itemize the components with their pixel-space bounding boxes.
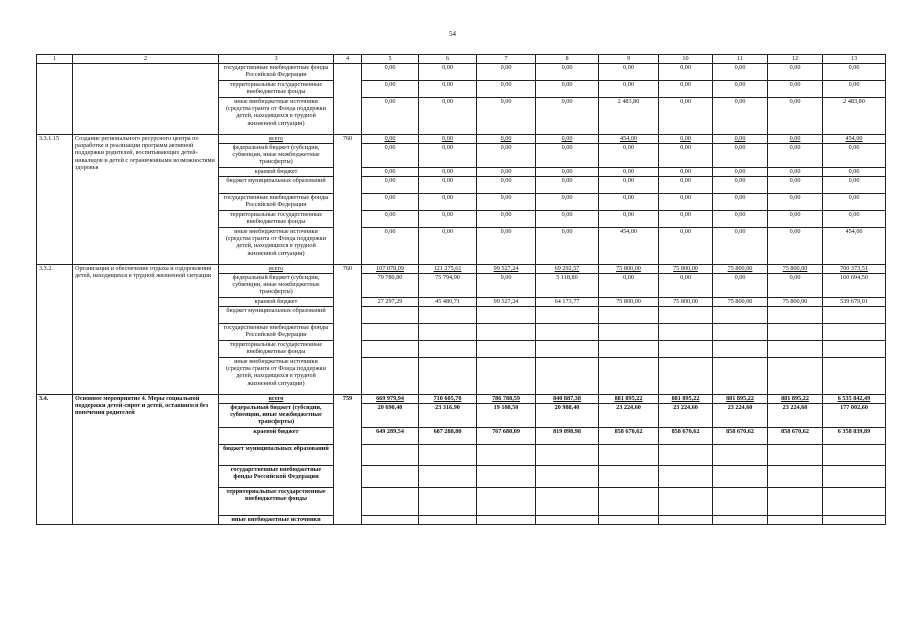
value-cell bbox=[768, 466, 823, 488]
value-cell: 20 690,40 bbox=[362, 404, 419, 428]
value-cell: 0,00 bbox=[823, 194, 886, 211]
value-cell bbox=[419, 488, 477, 516]
value-cell: 99 527,24 bbox=[477, 298, 536, 307]
header-cell: 2 bbox=[73, 55, 219, 64]
value-cell bbox=[477, 307, 536, 324]
header-row bbox=[37, 55, 886, 64]
funding-source: государственные внебюджетные фонды Российской Федерации bbox=[219, 194, 334, 211]
funding-source: территориальные государственные внебюджетные фонды bbox=[219, 488, 334, 516]
header-cell: 12 bbox=[768, 55, 823, 64]
value-cell bbox=[419, 341, 477, 358]
value-cell: 454,00 bbox=[599, 135, 659, 144]
value-cell bbox=[419, 324, 477, 341]
value-cell: 23 224,60 bbox=[599, 404, 659, 428]
value-cell bbox=[599, 324, 659, 341]
item-code: 759 bbox=[334, 395, 362, 525]
value-cell: 0,00 bbox=[419, 177, 477, 194]
value-cell bbox=[362, 324, 419, 341]
page-number: 54 bbox=[449, 30, 456, 38]
value-cell bbox=[659, 488, 713, 516]
value-cell: 45 480,71 bbox=[419, 298, 477, 307]
value-cell: 2 483,80 bbox=[823, 98, 886, 135]
item-name: Организация и обеспечение отдыха и оздоровления детей, находящихся в трудной жизненной ситуации bbox=[73, 265, 219, 395]
value-cell: 0,00 bbox=[477, 211, 536, 228]
value-cell: 0,00 bbox=[713, 81, 768, 98]
funding-source: федеральный бюджет (субсидии, субвенции, иные межбюджетные трансферты) bbox=[219, 404, 334, 428]
value-cell: 0,00 bbox=[419, 228, 477, 265]
item-id: 3.3.1.15 bbox=[37, 135, 73, 265]
value-cell bbox=[536, 488, 599, 516]
value-cell: 0,00 bbox=[768, 98, 823, 135]
value-cell: 0,00 bbox=[768, 135, 823, 144]
funding-source: территориальные государственные внебюджетные фонды bbox=[219, 341, 334, 358]
value-cell bbox=[713, 358, 768, 395]
value-cell: 881 895,22 bbox=[713, 395, 768, 404]
value-cell: 0,00 bbox=[362, 168, 419, 177]
value-cell: 0,00 bbox=[768, 64, 823, 81]
value-cell: 0,00 bbox=[362, 144, 419, 168]
value-cell bbox=[362, 466, 419, 488]
value-cell bbox=[823, 358, 886, 395]
value-cell: 0,00 bbox=[768, 168, 823, 177]
value-cell bbox=[536, 445, 599, 466]
value-cell: 0,00 bbox=[477, 274, 536, 298]
value-cell: 0,00 bbox=[477, 135, 536, 144]
header-cell: 8 bbox=[536, 55, 599, 64]
funding-source: всего bbox=[219, 395, 334, 404]
funding-source: бюджет муниципальных образований bbox=[219, 307, 334, 324]
value-cell bbox=[362, 358, 419, 395]
item-code-cell bbox=[334, 64, 362, 135]
value-cell: 0,00 bbox=[362, 177, 419, 194]
value-cell: 858 670,62 bbox=[713, 428, 768, 445]
value-cell: 79 780,80 bbox=[362, 274, 419, 298]
item-id-cell bbox=[37, 64, 73, 135]
value-cell: 121 275,61 bbox=[419, 265, 477, 274]
value-cell bbox=[713, 445, 768, 466]
value-cell bbox=[713, 341, 768, 358]
value-cell bbox=[599, 341, 659, 358]
value-cell: 64 173,77 bbox=[536, 298, 599, 307]
value-cell: 0,00 bbox=[362, 194, 419, 211]
value-cell: 710 605,70 bbox=[419, 395, 477, 404]
value-cell: 819 898,98 bbox=[536, 428, 599, 445]
value-cell: 0,00 bbox=[536, 135, 599, 144]
funding-source: территориальные государственные внебюджетные фонды bbox=[219, 81, 334, 98]
value-cell: 75 800,00 bbox=[713, 265, 768, 274]
value-cell: 0,00 bbox=[419, 64, 477, 81]
value-cell: 0,00 bbox=[599, 64, 659, 81]
value-cell: 0,00 bbox=[713, 135, 768, 144]
value-cell: 160 694,50 bbox=[823, 274, 886, 298]
value-cell: 0,00 bbox=[419, 81, 477, 98]
value-cell: 0,00 bbox=[419, 211, 477, 228]
value-cell bbox=[768, 516, 823, 525]
value-cell: 23 316,90 bbox=[419, 404, 477, 428]
value-cell bbox=[713, 324, 768, 341]
value-cell: 0,00 bbox=[362, 211, 419, 228]
value-cell: 0,00 bbox=[599, 177, 659, 194]
value-cell: 99 527,24 bbox=[477, 265, 536, 274]
value-cell bbox=[659, 307, 713, 324]
value-cell: 0,00 bbox=[713, 64, 768, 81]
value-cell bbox=[599, 516, 659, 525]
item-name: Создание регионального ресурсного центра по разработке и реализации программ активной поддержки родителей, воспитывающих детей-инвалидов и детей с ограниченными возможностями здоровья bbox=[73, 135, 219, 265]
funding-source: территориальные государственные внебюджетные фонды bbox=[219, 211, 334, 228]
value-cell: 0,00 bbox=[768, 211, 823, 228]
value-cell: 649 289,54 bbox=[362, 428, 419, 445]
value-cell bbox=[659, 324, 713, 341]
value-cell bbox=[477, 516, 536, 525]
value-cell: 0,00 bbox=[362, 135, 419, 144]
value-cell bbox=[713, 488, 768, 516]
value-cell bbox=[659, 341, 713, 358]
funding-source: иные внебюджетные источники (средства гранта от Фонда поддержки детей, находящихся в трудной жизненной ситуации) bbox=[219, 228, 334, 265]
value-cell: 75 800,00 bbox=[659, 298, 713, 307]
header-cell: 6 bbox=[419, 55, 477, 64]
value-cell: 75 800,00 bbox=[599, 265, 659, 274]
value-cell: 0,00 bbox=[659, 98, 713, 135]
table-row bbox=[37, 395, 886, 404]
value-cell: 0,00 bbox=[419, 194, 477, 211]
table-row bbox=[37, 64, 886, 81]
value-cell: 107 078,09 bbox=[362, 265, 419, 274]
value-cell: 0,00 bbox=[659, 81, 713, 98]
value-cell: 0,00 bbox=[536, 228, 599, 265]
header-cell: 10 bbox=[659, 55, 713, 64]
value-cell: 687 288,80 bbox=[419, 428, 477, 445]
value-cell: 0,00 bbox=[823, 144, 886, 168]
funding-source: государственные внебюджетные фонды Российской Федерации bbox=[219, 466, 334, 488]
value-cell: 0,00 bbox=[659, 211, 713, 228]
item-id: 3.4. bbox=[37, 395, 73, 525]
value-cell: 454,00 bbox=[599, 228, 659, 265]
value-cell: 75 800,00 bbox=[768, 265, 823, 274]
item-code: 760 bbox=[334, 135, 362, 265]
value-cell bbox=[536, 516, 599, 525]
value-cell: 0,00 bbox=[536, 177, 599, 194]
value-cell: 0,00 bbox=[768, 228, 823, 265]
header-cell: 9 bbox=[599, 55, 659, 64]
value-cell: 881 895,22 bbox=[768, 395, 823, 404]
funding-source: краевой бюджет bbox=[219, 298, 334, 307]
funding-source: иные внебюджетные источники (средства гранта от Фонда поддержки детей, находящихся в трудной жизненной ситуации) bbox=[219, 98, 334, 135]
value-cell: 23 224,60 bbox=[659, 404, 713, 428]
value-cell: 0,00 bbox=[713, 98, 768, 135]
value-cell: 0,00 bbox=[477, 194, 536, 211]
value-cell: 858 670,62 bbox=[599, 428, 659, 445]
value-cell: 0,00 bbox=[713, 274, 768, 298]
header-cell: 7 bbox=[477, 55, 536, 64]
value-cell: 0,00 bbox=[713, 228, 768, 265]
value-cell bbox=[477, 324, 536, 341]
value-cell: 0,00 bbox=[823, 168, 886, 177]
value-cell bbox=[599, 488, 659, 516]
value-cell: 0,00 bbox=[477, 98, 536, 135]
value-cell: 881 895,22 bbox=[659, 395, 713, 404]
header-cell: 1 bbox=[37, 55, 73, 64]
value-cell: 0,00 bbox=[362, 81, 419, 98]
funding-source: всего bbox=[219, 135, 334, 144]
funding-source: всего bbox=[219, 265, 334, 274]
value-cell: 75 800,00 bbox=[768, 298, 823, 307]
value-cell: 0,00 bbox=[419, 135, 477, 144]
value-cell: 0,00 bbox=[659, 135, 713, 144]
value-cell bbox=[599, 358, 659, 395]
value-cell: 0,00 bbox=[599, 81, 659, 98]
value-cell: 0,00 bbox=[768, 81, 823, 98]
value-cell: 858 670,62 bbox=[659, 428, 713, 445]
value-cell: 0,00 bbox=[419, 98, 477, 135]
value-cell: 0,00 bbox=[823, 81, 886, 98]
header-cell: 13 bbox=[823, 55, 886, 64]
value-cell bbox=[477, 445, 536, 466]
value-cell: 0,00 bbox=[659, 168, 713, 177]
value-cell: 0,00 bbox=[536, 144, 599, 168]
value-cell bbox=[477, 488, 536, 516]
value-cell: 0,00 bbox=[659, 144, 713, 168]
value-cell: 75 800,00 bbox=[713, 298, 768, 307]
value-cell bbox=[362, 307, 419, 324]
funding-source: федеральный бюджет (субсидии, субвенции, иные межбюджетные трансферты) bbox=[219, 274, 334, 298]
value-cell bbox=[713, 466, 768, 488]
header-cell: 11 bbox=[713, 55, 768, 64]
value-cell: 767 680,09 bbox=[477, 428, 536, 445]
item-name-cell bbox=[73, 64, 219, 135]
header-cell: 4 bbox=[334, 55, 362, 64]
value-cell: 0,00 bbox=[659, 64, 713, 81]
header-cell: 5 bbox=[362, 55, 419, 64]
value-cell: 0,00 bbox=[768, 177, 823, 194]
value-cell bbox=[659, 445, 713, 466]
value-cell bbox=[477, 341, 536, 358]
value-cell: 5 118,80 bbox=[536, 274, 599, 298]
value-cell: 0,00 bbox=[823, 211, 886, 228]
value-cell bbox=[419, 445, 477, 466]
value-cell bbox=[362, 516, 419, 525]
funding-source: иные внебюджетные источники (средства гранта от Фонда поддержки детей, находящихся в трудной жизненной ситуации) bbox=[219, 358, 334, 395]
header-cell: 3 bbox=[219, 55, 334, 64]
value-cell: 0,00 bbox=[362, 98, 419, 135]
value-cell: 6 358 839,89 bbox=[823, 428, 886, 445]
value-cell: 454,00 bbox=[823, 228, 886, 265]
value-cell: 0,00 bbox=[477, 168, 536, 177]
value-cell: 858 670,62 bbox=[768, 428, 823, 445]
value-cell: 840 887,38 bbox=[536, 395, 599, 404]
item-name: Основное мероприятие 4. Меры социальной поддержки детей-сирот и детей, оставшихся без попечения родителей bbox=[73, 395, 219, 525]
value-cell: 0,00 bbox=[659, 194, 713, 211]
value-cell bbox=[823, 516, 886, 525]
value-cell bbox=[536, 324, 599, 341]
budget-table bbox=[36, 54, 886, 525]
value-cell bbox=[536, 341, 599, 358]
value-cell: 0,00 bbox=[536, 194, 599, 211]
value-cell: 75 794,90 bbox=[419, 274, 477, 298]
value-cell: 0,00 bbox=[713, 194, 768, 211]
value-cell: 0,00 bbox=[823, 64, 886, 81]
value-cell: 539 679,01 bbox=[823, 298, 886, 307]
value-cell: 0,00 bbox=[419, 168, 477, 177]
value-cell bbox=[362, 445, 419, 466]
value-cell: 0,00 bbox=[536, 168, 599, 177]
value-cell bbox=[536, 466, 599, 488]
value-cell: 0,00 bbox=[419, 144, 477, 168]
funding-source: государственные внебюджетные фонды Российской Федерации bbox=[219, 64, 334, 81]
value-cell: 0,00 bbox=[599, 194, 659, 211]
funding-source: иные внебюджетные источники bbox=[219, 516, 334, 525]
value-cell: 23 224,60 bbox=[713, 404, 768, 428]
value-cell: 0,00 bbox=[768, 274, 823, 298]
value-cell: 19 108,50 bbox=[477, 404, 536, 428]
value-cell: 881 895,22 bbox=[599, 395, 659, 404]
value-cell bbox=[768, 307, 823, 324]
value-cell bbox=[823, 445, 886, 466]
value-cell: 0,00 bbox=[536, 81, 599, 98]
table-row bbox=[37, 265, 886, 274]
table-row bbox=[37, 135, 886, 144]
value-cell bbox=[419, 466, 477, 488]
value-cell bbox=[477, 466, 536, 488]
value-cell bbox=[419, 358, 477, 395]
value-cell: 0,00 bbox=[599, 144, 659, 168]
funding-source: государственные внебюджетные фонды Российской Федерации bbox=[219, 324, 334, 341]
value-cell: 177 002,60 bbox=[823, 404, 886, 428]
value-cell: 23 224,60 bbox=[768, 404, 823, 428]
funding-source: краевой бюджет bbox=[219, 428, 334, 445]
value-cell: 786 788,59 bbox=[477, 395, 536, 404]
value-cell: 0,00 bbox=[659, 228, 713, 265]
value-cell: 0,00 bbox=[768, 194, 823, 211]
value-cell bbox=[659, 358, 713, 395]
value-cell: 0,00 bbox=[659, 274, 713, 298]
value-cell: 0,00 bbox=[477, 228, 536, 265]
value-cell bbox=[362, 488, 419, 516]
value-cell: 0,00 bbox=[477, 81, 536, 98]
value-cell bbox=[768, 358, 823, 395]
value-cell: 2 483,80 bbox=[599, 98, 659, 135]
value-cell: 0,00 bbox=[536, 64, 599, 81]
value-cell bbox=[823, 324, 886, 341]
value-cell bbox=[823, 341, 886, 358]
value-cell bbox=[823, 488, 886, 516]
value-cell: 700 373,51 bbox=[823, 265, 886, 274]
value-cell: 75 800,00 bbox=[659, 265, 713, 274]
value-cell: 27 297,29 bbox=[362, 298, 419, 307]
value-cell bbox=[768, 445, 823, 466]
value-cell: 0,00 bbox=[362, 228, 419, 265]
value-cell bbox=[536, 307, 599, 324]
value-cell bbox=[768, 341, 823, 358]
value-cell bbox=[713, 307, 768, 324]
value-cell bbox=[823, 307, 886, 324]
value-cell: 0,00 bbox=[713, 211, 768, 228]
value-cell: 6 535 842,49 bbox=[823, 395, 886, 404]
value-cell: 0,00 bbox=[713, 177, 768, 194]
value-cell bbox=[477, 358, 536, 395]
funding-source: бюджет муниципальных образований bbox=[219, 177, 334, 194]
value-cell bbox=[536, 358, 599, 395]
funding-source: бюджет муниципальных образований bbox=[219, 445, 334, 466]
value-cell: 0,00 bbox=[362, 64, 419, 81]
value-cell bbox=[768, 488, 823, 516]
value-cell: 0,00 bbox=[599, 168, 659, 177]
value-cell: 0,00 bbox=[599, 274, 659, 298]
value-cell: 0,00 bbox=[477, 144, 536, 168]
value-cell: 75 800,00 bbox=[599, 298, 659, 307]
item-id: 3.3.2. bbox=[37, 265, 73, 395]
item-code: 760 bbox=[334, 265, 362, 395]
value-cell bbox=[362, 341, 419, 358]
value-cell: 0,00 bbox=[823, 177, 886, 194]
value-cell bbox=[419, 307, 477, 324]
value-cell bbox=[599, 307, 659, 324]
value-cell bbox=[823, 466, 886, 488]
value-cell bbox=[713, 516, 768, 525]
value-cell: 0,00 bbox=[477, 177, 536, 194]
value-cell bbox=[599, 466, 659, 488]
value-cell bbox=[768, 324, 823, 341]
value-cell: 69 292,57 bbox=[536, 265, 599, 274]
value-cell bbox=[599, 445, 659, 466]
funding-source: федеральный бюджет (субсидии, субвенции, иные межбюджетные трансферты) bbox=[219, 144, 334, 168]
value-cell: 0,00 bbox=[659, 177, 713, 194]
value-cell: 0,00 bbox=[477, 64, 536, 81]
value-cell: 0,00 bbox=[768, 144, 823, 168]
value-cell bbox=[659, 516, 713, 525]
value-cell: 0,00 bbox=[536, 211, 599, 228]
value-cell: 454,00 bbox=[823, 135, 886, 144]
value-cell: 0,00 bbox=[713, 144, 768, 168]
value-cell: 20 988,40 bbox=[536, 404, 599, 428]
value-cell: 0,00 bbox=[536, 98, 599, 135]
value-cell: 0,00 bbox=[599, 211, 659, 228]
value-cell: 0,00 bbox=[713, 168, 768, 177]
funding-source: краевой бюджет bbox=[219, 168, 334, 177]
value-cell bbox=[419, 516, 477, 525]
value-cell: 669 979,94 bbox=[362, 395, 419, 404]
value-cell bbox=[659, 466, 713, 488]
